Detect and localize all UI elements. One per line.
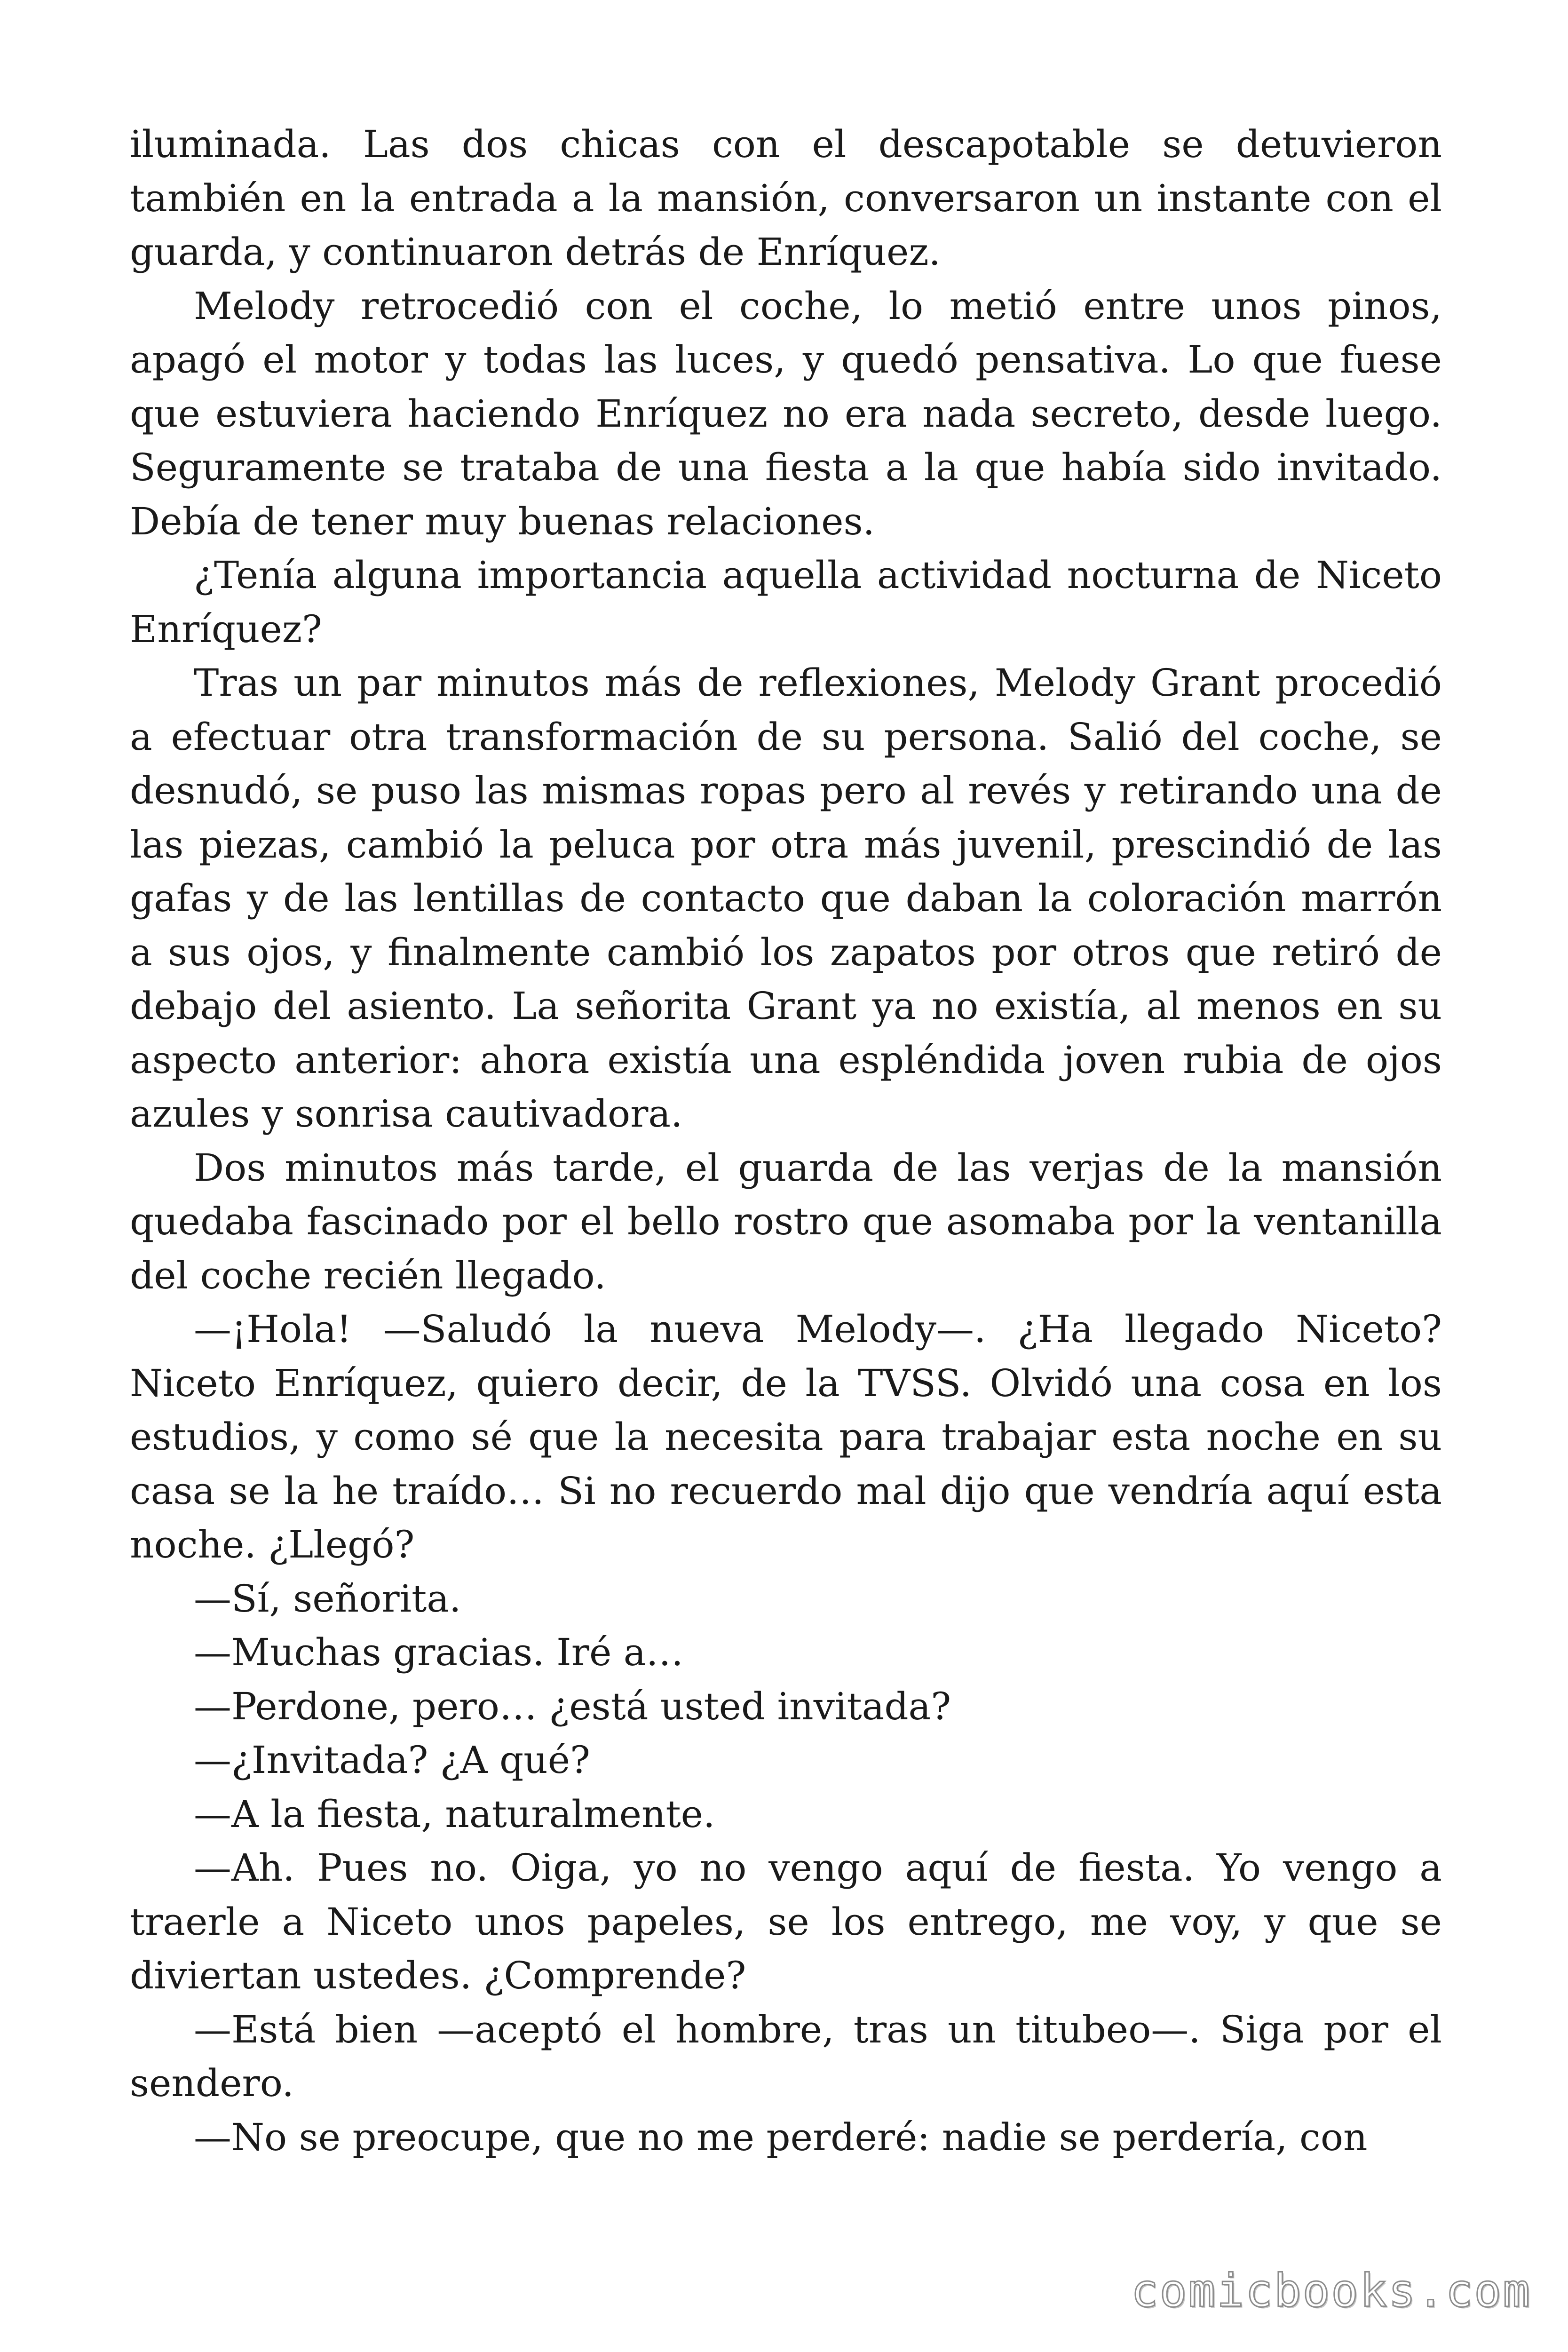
dialogue-line: —No se preocupe, que no me perderé: nadie se perdería, con <box>194 2115 1368 2159</box>
dialogue-line: —Sí, señorita. <box>194 1576 461 1621</box>
watermark: comicbooks.com <box>1131 2265 1531 2317</box>
page-text <box>130 118 1442 2164</box>
dialogue-line: —Muchas gracias. Iré a… <box>194 1630 684 1674</box>
dialogue-line: —Ah. Pues no. Oiga, yo no vengo aquí de fiesta. Yo vengo a traerle a Niceto unos papeles, se los entrego, me voy, y que se diviertan ustedes. ¿Comprende? <box>130 1846 1442 1997</box>
dialogue-line: —¿Invitada? ¿A qué? <box>194 1738 590 1782</box>
paragraph: iluminada. Las dos chicas con el descapotable se detuvieron también en la entrada a la mansión, conversaron un instante con el guarda, y continuaron detrás de Enríquez. <box>130 122 1442 274</box>
dialogue-line: —Perdone, pero… ¿está usted invitada? <box>194 1684 951 1728</box>
dialogue-line: —A la fiesta, naturalmente. <box>194 1792 715 1836</box>
dialogue-line: —Está bien —aceptó el hombre, tras un titubeo—. Siga por el sendero. <box>130 2007 1442 2105</box>
paragraph: Dos minutos más tarde, el guarda de las verjas de la mansión quedaba fascinado por el bello rostro que asomaba por la ventanilla del coche recién llegado. <box>130 1145 1442 1297</box>
paragraph: Tras un par minutos más de reflexiones, Melody Grant procedió a efectuar otra transformación de su persona. Salió del coche, se desnudó, se puso las mismas ropas pero al revés y retirando una de las piezas, cambió la peluca por otra más juvenil, prescindió de las gafas y de las lentillas de contacto que daban la coloración marrón a sus ojos, y finalmente cambió los zapatos por otros que retiró de debajo del asiento. La señorita Grant ya no existía, al menos en su aspecto anterior: ahora existía una espléndida joven rubia de ojos azules y sonrisa cautivadora. <box>130 661 1442 1136</box>
dialogue-line: —¡Hola! —Saludó la nueva Melody—. ¿Ha llegado Niceto? Niceto Enríquez, quiero decir, de la TVSS. Olvidó una cosa en los estudios, y como sé que la necesita para trabajar esta noche en su casa se la he traído… Si no recuerdo mal dijo que vendría aquí esta noche. ¿Llegó? <box>130 1307 1442 1566</box>
paragraph: ¿Tenía alguna importancia aquella actividad nocturna de Niceto Enríquez? <box>130 553 1442 651</box>
paragraph: Melody retrocedió con el coche, lo metió entre unos pinos, apagó el motor y todas las luces, y quedó pensativa. Lo que fuese que estuviera haciendo Enríquez no era nada secreto, desde luego. Seguramente se trataba de una fiesta a la que había sido invitado. Debía de tener muy buenas relaciones. <box>130 284 1442 543</box>
